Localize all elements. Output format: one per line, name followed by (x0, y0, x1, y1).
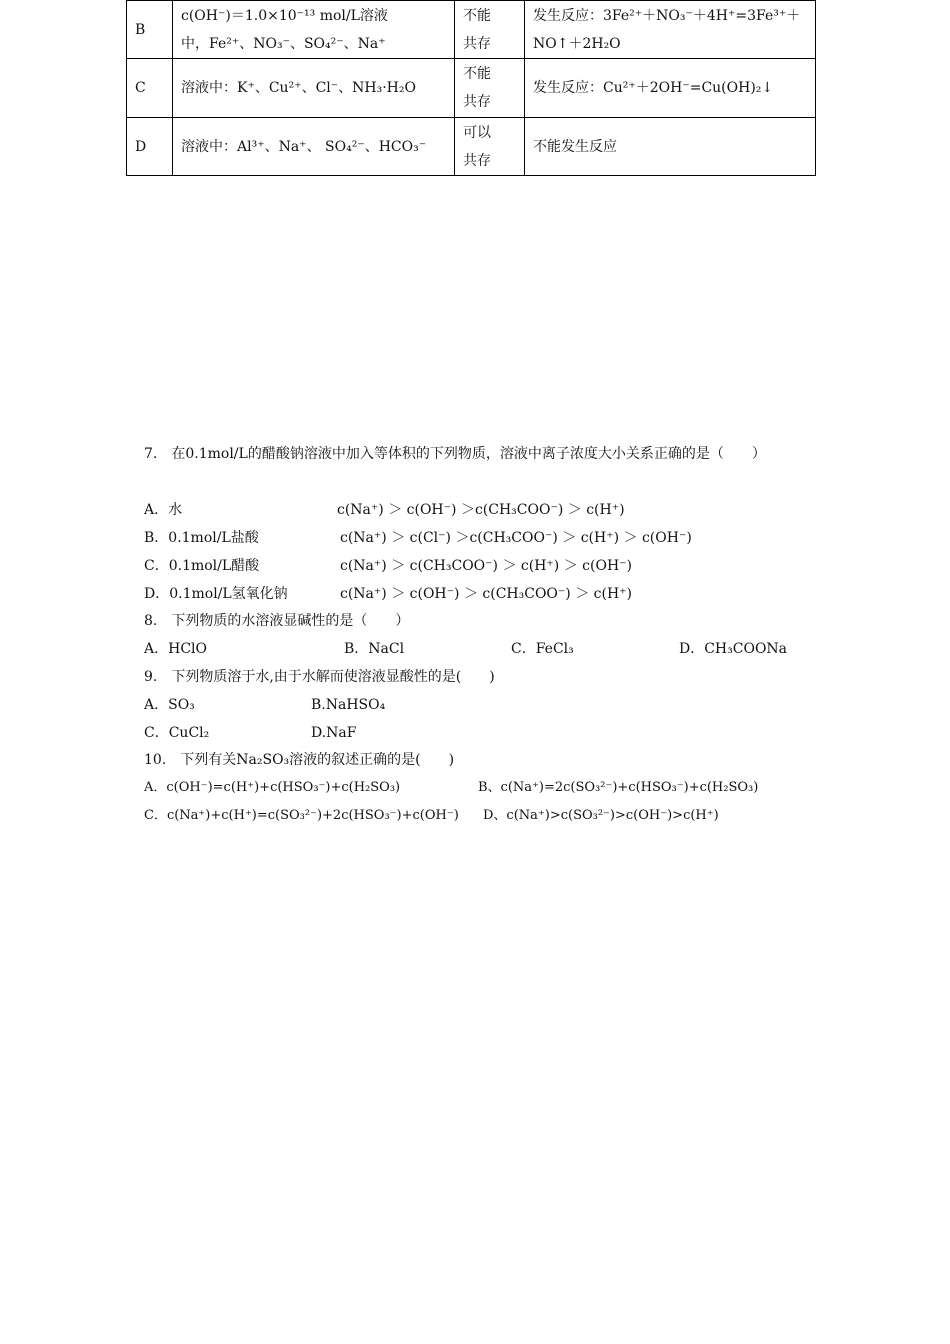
option-d: D.NaF (311, 725, 357, 741)
table-row (127, 118, 816, 176)
verdict-cell (455, 1, 525, 59)
option-relation: c(Na⁺) ＞ c(Cl⁻) ＞c(CH₃COO⁻) ＞ c(H⁺) ＞ c(OH⁻) (340, 530, 692, 546)
reason-line: 发生反应：3Fe²⁺＋NO₃⁻＋4H⁺=3Fe³⁺＋ (533, 7, 801, 24)
condition-line: 中，Fe²⁺、NO₃⁻、SO₄²⁻、Na⁺ (181, 35, 386, 52)
option-relation: c(Na⁺) ＞ c(OH⁻) ＞ c(CH₃COO⁻) ＞ c(H⁺) (340, 586, 633, 602)
option-label: B．0.1mol/L盐酸 (144, 530, 259, 546)
option-label: A．水 (144, 502, 183, 518)
option-d: D．CH₃COONa (679, 641, 788, 657)
condition-cell: 溶液中：K⁺、Cu²⁺、Cl⁻、NH₃·H₂O (173, 59, 455, 118)
verdict-line: 不能 (463, 66, 491, 82)
option-relation: c(Na⁺) ＞ c(CH₃COO⁻) ＞ c(H⁺) ＞ c(OH⁻) (340, 558, 633, 574)
option-a: A．SO₃ (144, 697, 195, 713)
option-a: A．c(OH⁻)=c(H⁺)+c(HSO₃⁻)+c(H₂SO₃) (144, 780, 401, 795)
reason-cell: 不能发生反应 (525, 118, 816, 176)
verdict-line: 不能 (463, 7, 491, 24)
question-8-stem: 8. 下列物质的水溶液显碱性的是（ ） (144, 613, 410, 629)
ion-coexistence-table (126, 0, 816, 176)
option-c: C．FeCl₃ (511, 641, 574, 657)
option-cell: D (127, 118, 173, 176)
option-label: C．0.1mol/L醋酸 (144, 558, 260, 574)
option-c: C．c(Na⁺)+c(H⁺)=c(SO₃²⁻)+2c(HSO₃⁻)+c(OH⁻) (144, 808, 459, 823)
condition-cell: 溶液中：Al³⁺、Na⁺、 SO₄²⁻、HCO₃⁻ (173, 118, 455, 176)
option-d: D、c(Na⁺)>c(SO₃²⁻)>c(OH⁻)>c(H⁺) (483, 808, 719, 823)
verdict-line: 共存 (463, 152, 491, 169)
condition-cell (173, 1, 455, 59)
option-b: B．NaCl (344, 641, 405, 657)
verdict-cell (455, 118, 525, 176)
condition-line: c(OH⁻)＝1.0×10⁻¹³ mol/L溶液 (181, 7, 388, 24)
table-row (127, 59, 816, 118)
option-a: A．HClO (144, 641, 207, 657)
option-b: B.NaHSO₄ (311, 697, 386, 713)
reason-cell: 发生反应：Cu²⁺＋2OH⁻=Cu(OH)₂↓ (525, 59, 816, 118)
option-cell: B (127, 1, 173, 59)
option-label: D．0.1mol/L氢氧化钠 (144, 586, 288, 602)
option-b: B、c(Na⁺)=2c(SO₃²⁻)+c(HSO₃⁻)+c(H₂SO₃) (478, 780, 759, 795)
question-10-stem: 10. 下列有关Na₂SO₃溶液的叙述正确的是( ) (144, 752, 455, 768)
verdict-line: 共存 (463, 35, 491, 52)
reason-cell (525, 1, 816, 59)
verdict-line: 共存 (463, 94, 491, 110)
option-c: C．CuCl₂ (144, 725, 210, 741)
table-row (127, 1, 816, 59)
option-cell: C (127, 59, 173, 118)
option-relation: c(Na⁺) ＞ c(OH⁻) ＞c(CH₃COO⁻) ＞ c(H⁺) (337, 502, 625, 518)
question-7-stem: 7. 在0.1mol/L的醋酸钠溶液中加入等体积的下列物质，溶液中离子浓度大小关系正确的是（ ） (144, 446, 766, 462)
reason-line: NO↑＋2H₂O (533, 35, 621, 52)
verdict-line: 可以 (463, 124, 491, 141)
question-9-stem: 9. 下列物质溶于水,由于水解而使溶液显酸性的是( ) (144, 669, 495, 685)
verdict-cell (455, 59, 525, 118)
